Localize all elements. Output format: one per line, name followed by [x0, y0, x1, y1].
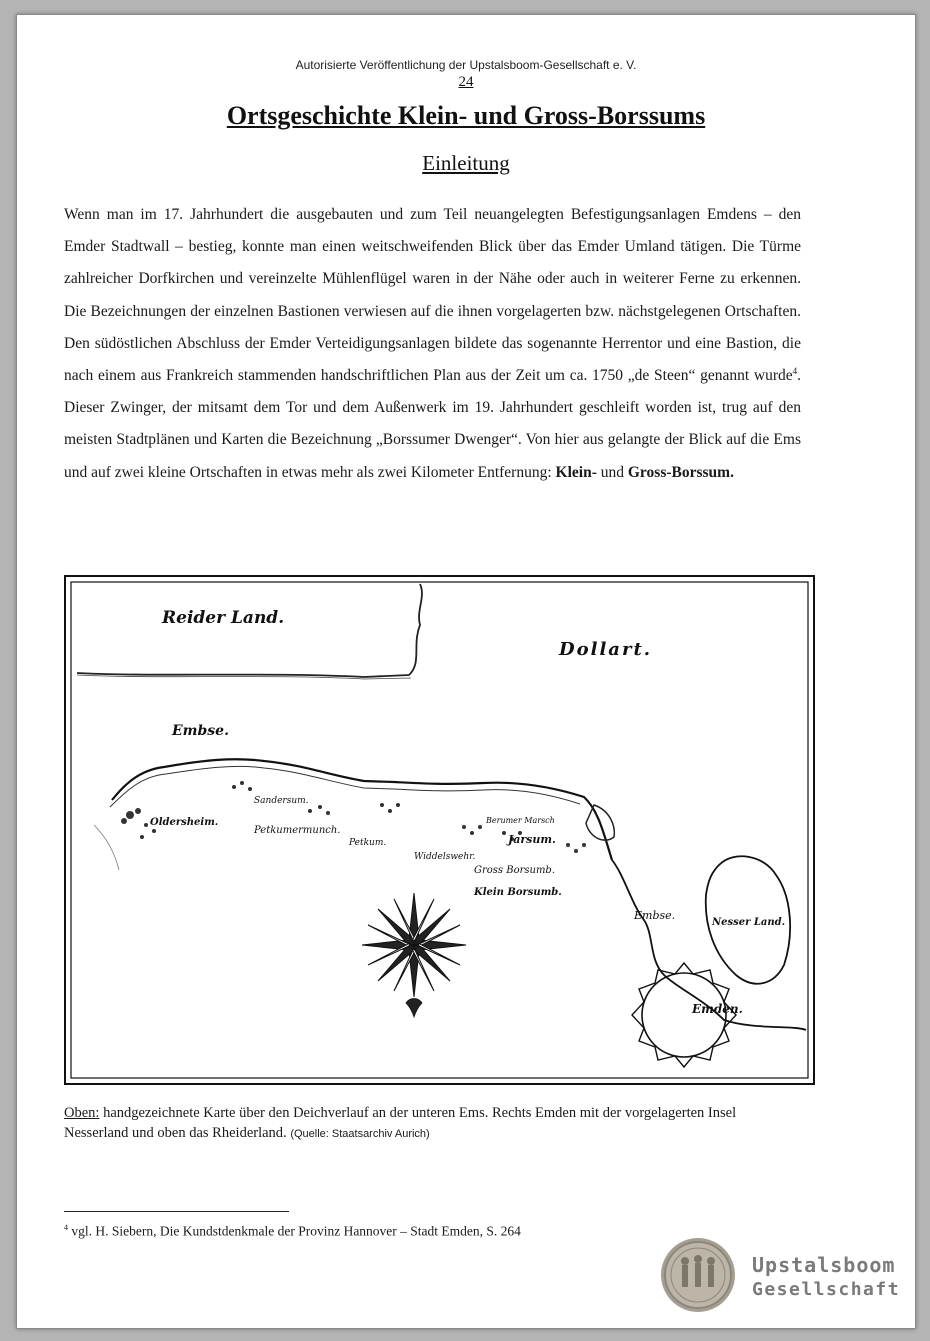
map-label-klein-borssum: Klein Borsumb. — [474, 887, 562, 898]
map-label-oldersheim: Oldersheim. — [150, 817, 219, 828]
page-title — [17, 101, 915, 131]
map-label-embse-right: Embse. — [634, 909, 676, 922]
footnote-number: 4 — [64, 1223, 68, 1232]
society-seal-icon — [660, 1237, 736, 1313]
publisher-line: Autorisierte Veröffentlichung der Upstalsboom-Gesellschaft e. V. — [295, 58, 637, 72]
map-label-emden: Emden. — [692, 1002, 743, 1016]
caption-source: (Quelle: Staatsarchiv Aurich) — [290, 1128, 430, 1140]
body-bold-gross: Gross-Borssum. — [627, 463, 734, 481]
footnote — [64, 1223, 764, 1240]
caption-text: handgezeichnete Karte über den Deichverlauf an der unteren Ems. Rechts Emden mit der vorgelagerten Insel Nesserland und oben das Rheiderland. — [64, 1105, 737, 1141]
map-label-reider-land: Reider Land. — [162, 608, 285, 628]
body-text-part3: und — [596, 463, 628, 481]
document-page — [16, 14, 916, 1329]
map-label-embse-top: Embse. — [172, 723, 229, 739]
logo-line-2: Gesellschaft — [752, 1279, 901, 1300]
society-logo-text — [752, 1252, 912, 1302]
page-number-value: 24 — [458, 74, 474, 90]
section-heading-text: Einleitung — [422, 151, 510, 175]
footnote-divider — [64, 1211, 289, 1212]
footnote-reference[interactable]: 4 — [792, 365, 798, 376]
page-number — [17, 74, 915, 91]
historic-map — [64, 575, 815, 1085]
map-label-berumer: Berumer Marsch — [486, 816, 555, 825]
map-label-dollart: Dollart. — [559, 639, 653, 660]
page-title-text: Ortsgeschichte Klein- und Gross-Borssums — [226, 101, 706, 130]
map-label-nesser-land: Nesser Land. — [712, 917, 786, 928]
map-label-gross-borssum: Gross Borsumb. — [474, 865, 556, 876]
map-label-sandersum: Sandersum. — [254, 796, 309, 806]
body-text-part1: Wenn man im 17. Jahrhundert die ausgebauten und zum Teil neuangelegten Befestigungsanlagen Emdens – den Emder Stadtwall – bestieg, konnte man einen weitschweifenden Blick über das Emder Umland tätigen. Die Türme zahlreicher Dorfkirchen und vereinzelte Mühlenflügel waren in der Nähe oder auch in weiterer Ferne zu erkennen. Die Bezeichnungen der einzelnen Bastionen verwiesen auf die ihnen vorgelagerten bzw. nächstgelegenen Ortschaften. Den südöstlichen Abschluss der Emder Verteidigungsanlagen bildete das sogenannte Herrentor und eine Bastion, die nach einem aus Frankreich stammenden handschriftlichen Plan aus der Zeit um ca. 1750 „de Steen“ genannt wurde — [64, 206, 801, 385]
footnote-text: vgl. H. Siebern, Die Kundstdenkmale der Provinz Hannover – Stadt Emden, S. 264 — [68, 1223, 521, 1239]
body-paragraph — [64, 199, 801, 489]
caption-label: Oben: — [64, 1105, 100, 1121]
map-label-jarssum: Jarsum. — [508, 833, 556, 846]
map-label-petkumer-munch: Petkumermunch. — [254, 825, 341, 836]
logo-line-1: Upstalsboom — [752, 1253, 896, 1277]
section-heading — [17, 151, 915, 176]
map-label-petkum: Petkum. — [349, 838, 387, 848]
map-label-widdelswehr: Widdelswehr. — [414, 852, 476, 862]
map-caption — [64, 1103, 804, 1144]
body-bold-klein: Klein- — [555, 463, 597, 481]
body-text-part2: . Dieser Zwinger, der mitsamt dem Tor und dem Außenwerk im 19. Jahrhundert geschleift worden ist, trug auf den meisten Stadtplänen und Karten die Bezeichnung „Borssumer Dwenger“. Von hier aus gelangte der Blick auf die Ems und auf zwei kleine Ortschaften in etwas mehr als zwei Kilometer Entfernung: — [64, 367, 801, 481]
